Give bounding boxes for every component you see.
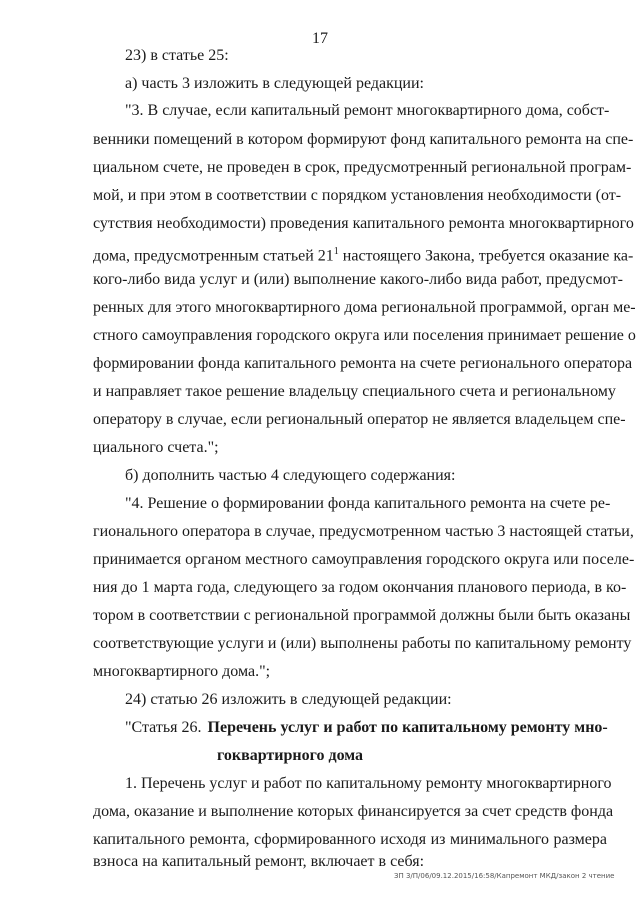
document-footer: ЗП 3/П/06/09.12.2015/16:58/Капремонт МКД/закон 2 чтение bbox=[394, 872, 615, 880]
paragraph-line: формировании фонда капитального ремонта на счете регионального оператора bbox=[93, 355, 633, 372]
paragraph-line: ренных для этого многоквартирного дома региональной программой, орган ме- bbox=[93, 299, 636, 316]
paragraph-line: ния до 1 марта года, следующего за годом окончания планового периода, в ко- bbox=[93, 579, 627, 596]
paragraph-line: "4. Решение о формировании фонда капитального ремонта на счете ре- bbox=[125, 495, 611, 512]
paragraph-line: мой, и при этом в соответствии с порядком установления необходимости (от- bbox=[93, 187, 622, 204]
paragraph-line: оператору в случае, если региональный оператор не является владельцем спе- bbox=[93, 411, 626, 428]
page-number: 17 bbox=[312, 30, 328, 47]
article-title: Перечень услуг и работ по капитальному ремонту мно- bbox=[207, 719, 608, 736]
paragraph-line: дома, оказание и выполнение которых финансируется за счет средств фонда bbox=[93, 803, 614, 820]
subitem-b: б) дополнить частью 4 следующего содержания: bbox=[125, 467, 456, 484]
subitem-a: а) часть 3 изложить в следующей редакции: bbox=[125, 75, 424, 92]
paragraph-line: взноса на капитальный ремонт, включает в себя: bbox=[93, 853, 425, 870]
paragraph-line: "3. В случае, если капитальный ремонт многоквартирного дома, собст- bbox=[125, 102, 610, 119]
item-23: 23) в статье 25: bbox=[125, 47, 229, 64]
paragraph-line: кого-либо вида услуг и (или) выполнение какого-либо вида работ, предусмот- bbox=[93, 271, 623, 288]
paragraph-line: дома, предусмотренным статьей $21^1$ настоящего Закона, требуется оказание ка- bbox=[93, 246, 634, 265]
paragraph-line: и направляет такое решение владельцу специального счета и региональному bbox=[93, 383, 616, 400]
item-24: 24) статью 26 изложить в следующей редакции: bbox=[125, 691, 452, 708]
paragraph-line: многоквартирного дома."; bbox=[93, 663, 271, 680]
article-heading bbox=[125, 718, 608, 738]
paragraph-line: гионального оператора в случае, предусмотренном частью 3 настоящей статьи, bbox=[93, 523, 634, 540]
article-title-continued: гоквартирного дома bbox=[217, 747, 364, 764]
paragraph-line: тором в соответствии с региональной программой должны были быть оказаны bbox=[93, 607, 631, 624]
paragraph-line: венники помещений в котором формируют фонд капитального ремонта на спе- bbox=[93, 131, 634, 148]
paragraph-line: сутствия необходимости) проведения капитального ремонта многоквартирного bbox=[93, 215, 634, 232]
paragraph-line: стного самоуправления городского округа или поселения принимает решение о bbox=[93, 327, 636, 344]
superscript: 1 bbox=[333, 246, 339, 257]
paragraph-line: циальном счете, не проведен в срок, предусмотренный региональной програм- bbox=[93, 159, 632, 176]
paragraph-line: 1. Перечень услуг и работ по капитальному ремонту многоквартирного bbox=[125, 775, 612, 792]
paragraph-line: капитального ремонта, сформированного исходя из минимального размера bbox=[93, 831, 607, 848]
paragraph-line: циального счета."; bbox=[93, 439, 219, 456]
paragraph-line: принимается органом местного самоуправления городского округа или поселе- bbox=[93, 551, 635, 568]
paragraph-line: соответствующие услуги и (или) выполнены работы по капитальному ремонту bbox=[93, 635, 632, 652]
article-number: "Статья 26. bbox=[125, 719, 202, 736]
